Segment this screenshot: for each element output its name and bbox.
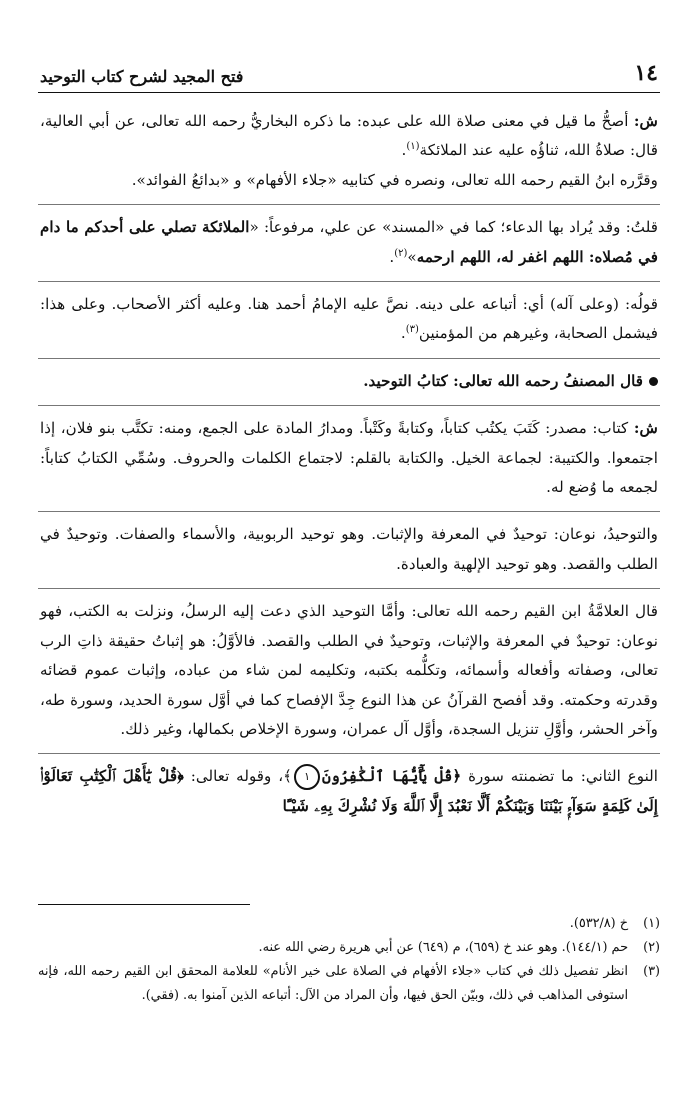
paragraph-text: قولُه: (وعلى آله) أي: أتباعه على دينه. نصَّ عليه الإمامُ أحمد هنا. وعليه أكثر الأصحاب. وعلى هذا: فيشمل الصحابة، وغيرهم من المؤمنين <box>40 295 658 343</box>
footnotes <box>38 912 660 1008</box>
footnote-number: (٢) <box>643 940 660 955</box>
paragraph <box>38 762 660 821</box>
paragraph-text: ﴾، وقوله تعالى: <box>183 767 293 786</box>
hadith-text: الملائكة تصلي على أحدكم ما دام في مُصلاه: اللهم اغفر له، اللهم ارحمه <box>40 218 658 266</box>
footnote-text: انظر تفصيل ذلك في كتاب «جلاء الأفهام في الصلاة على خير الأنام» للعلامة المحقق ابن القيم رحمه الله، فإنه استوفى المذاهب في ذلك، وبيّن الحق فيها، وأن المراد من الآل: أتباعه الذين آمنوا به. (فقي). <box>38 964 628 1003</box>
separator <box>38 358 660 359</box>
separator <box>38 753 660 754</box>
paragraph-text: أصحُّ ما قيل في معنى صلاة الله على عبده: ما ذكره البخاريُّ رحمه الله تعالى، عن أبي العالية، قال: صلاةُ الله، ثناؤُه عليه عند الملائكة <box>40 112 658 160</box>
footnote-ref: (٣) <box>405 324 419 336</box>
footnote-number: (١) <box>643 916 660 931</box>
page <box>38 60 660 821</box>
footnote-number: (٣) <box>643 964 660 979</box>
separator <box>38 511 660 512</box>
paragraph-lead: ش: <box>633 419 659 438</box>
paragraph-text: والتوحيدُ، نوعان: توحيدٌ في المعرفة والإثبات. وهو توحيد الربوبية، والأسماء والصفات. وتوحيدٌ في الطلب والقصد. وهو توحيد الإلهية والعبادة. <box>40 525 658 573</box>
footnote-text: خ (٥٣٢/٨). <box>569 916 628 931</box>
paragraph <box>38 414 660 502</box>
paragraph <box>38 166 660 195</box>
period: . <box>389 247 395 266</box>
paragraph-text: النوع الثاني: ما تضمنته سورة <box>461 767 658 786</box>
ayah-number-marker: ١ <box>294 764 320 790</box>
separator <box>38 281 660 282</box>
footnote-ref: (١) <box>406 141 420 153</box>
footnote <box>38 936 660 960</box>
page-header <box>38 60 660 93</box>
quote-close: » <box>407 247 417 266</box>
paragraph <box>38 290 660 349</box>
heading-text: قال المصنفُ رحمه الله تعالى: كتابُ التوحيد. <box>363 371 643 390</box>
footnote-text: حم (١٤٤/١). وهو عند خ (٦٥٩)، م (٦٤٩) عن أبي هريرة رضي الله عنه. <box>258 940 628 955</box>
paragraph <box>38 520 660 579</box>
paragraph-lead: ش: <box>633 112 658 130</box>
footnote <box>38 960 660 1008</box>
quran-verse: ﴿قُلْ يَٰٓأَهْلَ ٱلْكِتَٰبِ تَعَالَوْا۟ إِلَىٰ كَلِمَةٍ سَوَآءٍۭ بَيْنَنَا وَبَيْنَكُمْ أَلَّا نَعْبُدَ إِلَّا ٱللَّهَ وَلَا نُشْرِكَ بِهِۦ شَيْـًٔا <box>40 767 658 815</box>
paragraph <box>38 213 660 272</box>
separator <box>38 405 660 406</box>
page-number: ١٤ <box>634 60 658 86</box>
paragraph <box>38 597 660 744</box>
paragraph: ش: أصحُّ ما قيل في معنى صلاة الله على عبده: ما ذكره البخاريُّ رحمه الله تعالى، عن أبي العالية، قال: صلاةُ الله، ثناؤُه عليه عند الملائكة$^{(١)}$. <box>40 112 658 160</box>
running-title: فتح المجيد لشرح كتاب التوحيد <box>40 67 244 86</box>
chapter-heading <box>38 367 660 396</box>
separator <box>38 588 660 589</box>
paragraph-text: وقرَّره ابنُ القيم رحمه الله تعالى، ونصره في كتابيه «جلاء الأفهام» و «بدائعُ الفوائد». <box>131 170 658 189</box>
paragraph-text: قلتُ: وقد يُراد بها الدعاء؛ كما في «المسند» عن علي، مرفوعاً: « <box>249 218 658 237</box>
paragraph-text: قال العلامَّةُ ابن القيم رحمه الله تعالى: وأمَّا التوحيد الذي دعت إليه الرسلُ، ونزلت به الكتب، فهو نوعان: توحيدٌ في المعرفة والإثبات، وتوحيدٌ في الطلب والقصد. فالأوَّلُ: هو إثباتُ حقيقة ذاتِ الرب تعالى، وصفاته وأفعاله وأسمائه، وتكلُّمه بكتبه، وتكليمه لمن شاء من عباده، وإثبات عموم قضائه وقدرته وحكمته. وقد أفصح القرآنُ عن هذا النوع جِدَّ الإفصاح كما في أوَّل سورة الحديد، وسورة طه، وآخر الحشر، وأوَّلِ تنزيل السجدة، وأوَّل آل عمران، وسورة الإخلاص بكمالها، وغير ذلك. <box>40 602 658 738</box>
period: . <box>400 324 406 343</box>
main-text <box>38 107 660 821</box>
quran-verse: ﴿قُلْ يَٰٓأَيُّهَا ٱلْكَٰفِرُونَ <box>322 767 462 786</box>
bullet-icon <box>649 377 658 386</box>
separator <box>38 204 660 205</box>
footnote-rule <box>38 904 250 905</box>
footnote <box>38 912 660 936</box>
paragraph-text: كتاب: مصدر: كَتَبَ يكتُب كتاباً، وكتابةً وكَتْباً. ومدارُ المادة على الجمع، ومنه: تكتَّب بنو فلان، إذا اجتمعوا. والكتيبة: لجماعة الخيل. والكتابة بالقلم: لاجتماع الكلمات والحروف. وسُمِّي الكتابُ كتاباً: لجمعه ما وُضع له. <box>40 419 658 497</box>
footnote-ref: (٢) <box>394 247 408 259</box>
